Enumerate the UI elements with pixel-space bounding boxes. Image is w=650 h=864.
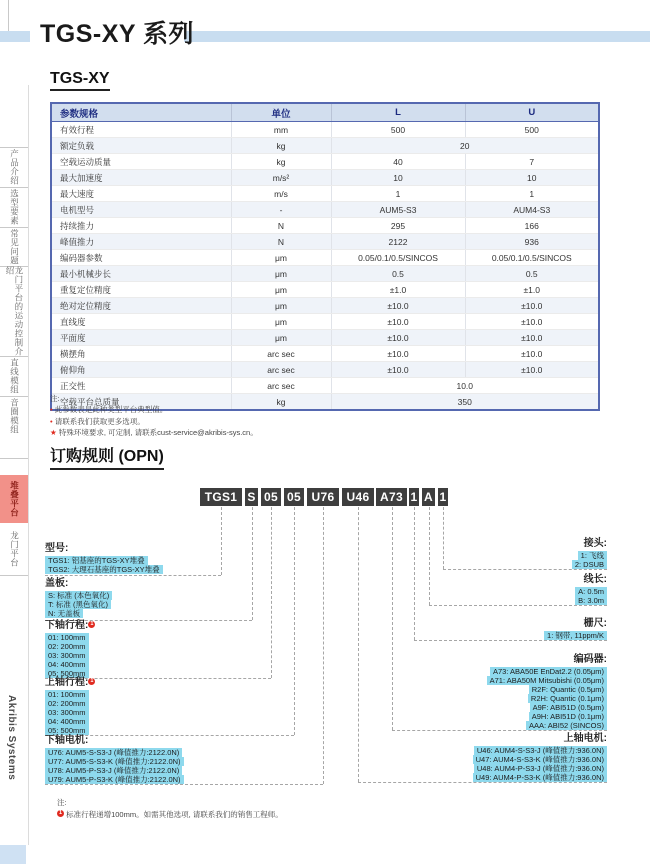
spec-unit-cell: μm	[231, 250, 331, 266]
spec-name-cell: 电机型号	[51, 202, 231, 218]
opn-connector-vline	[392, 507, 393, 730]
opn-group-right-4	[473, 733, 607, 782]
spec-u-cell: 0.05/0.1/0.5/SINCOS	[465, 250, 599, 266]
opn-option-item: 03: 300mm	[45, 651, 89, 660]
table-notes	[50, 393, 258, 438]
table-row	[51, 378, 599, 394]
opn-option-item: 05: 500mm	[45, 726, 89, 735]
spec-name-cell: 重复定位精度	[51, 282, 231, 298]
opn-option-item: 1: 钢带, 11ppm/K	[544, 631, 607, 640]
spec-table-body	[51, 122, 599, 411]
spec-u-cell: 0.5	[465, 266, 599, 282]
opn-option-item: U77: AUM5-S-S3-K (峰值推力:2122.0N)	[45, 757, 184, 766]
opn-code-segment-6: A73	[376, 488, 407, 506]
spec-unit-cell: m/s²	[231, 170, 331, 186]
spec-u-cell: 500	[465, 122, 599, 138]
spec-merged-cell: 350	[331, 394, 599, 411]
opn-option-item: A9H: ABI51D (0.1μm)	[529, 712, 607, 721]
opn-option-item: 05: 500mm	[45, 669, 89, 678]
spec-unit-cell: m/s	[231, 186, 331, 202]
opn-option-item: A73: ABA50E EnDat2.2 (0.05μm)	[490, 667, 607, 676]
opn-group-label-text: 栅尺:	[583, 618, 607, 629]
spec-name-cell: 额定负载	[51, 138, 231, 154]
table-row	[51, 362, 599, 378]
table-note-text: 请联系我们获取更多选项。	[54, 416, 145, 426]
model-subtitle: TGS-XY	[50, 70, 110, 91]
opn-group-label-text: 编码器:	[573, 654, 607, 665]
opn-group-left-2	[45, 620, 95, 678]
opn-group-left-3	[45, 677, 95, 735]
table-row	[51, 266, 599, 282]
opn-option-item: U78: AUM5-P-S3-J (峰值推力:2122.0N)	[45, 766, 182, 775]
table-note-line	[50, 404, 258, 415]
table-row	[51, 314, 599, 330]
table-note-text: 此参数表是此种类型平台典型值。	[54, 405, 168, 415]
sidebar-separator	[0, 458, 28, 459]
opn-option-item: 02: 200mm	[45, 642, 89, 651]
spec-u-cell: ±10.0	[465, 298, 599, 314]
spec-l-cell: 10	[331, 170, 465, 186]
spec-unit-cell: kg	[231, 154, 331, 170]
title-accent-bar-left	[0, 31, 30, 42]
footnote-marker-icon: 1	[58, 810, 63, 816]
bullet-icon: •	[50, 405, 53, 415]
spec-name-cell: 编码器参数	[51, 250, 231, 266]
bullet-icon: •	[50, 416, 53, 426]
spec-unit-cell: arc sec	[231, 378, 331, 394]
opn-connector-hline	[45, 575, 221, 576]
opn-code-segment-0: TGS1	[200, 488, 242, 506]
opn-option-item: 1: 飞线	[578, 551, 607, 560]
spec-l-cell: ±10.0	[331, 314, 465, 330]
spec-u-cell: ±10.0	[465, 346, 599, 362]
footnote-marker-icon: 1	[90, 678, 94, 684]
sidebar-item-1[interactable]: 选型要素	[9, 189, 20, 225]
star-icon: ★	[50, 427, 57, 437]
opn-connector-vline	[323, 507, 324, 784]
opn-footnote-text: 标准行程递增100mm。如需其他选项, 请联系我们的销售工程师。	[66, 810, 283, 819]
opn-option-item: U47: AUM4-S-S3-K (峰值推力:936.0N)	[473, 755, 607, 764]
spec-u-cell: ±10.0	[465, 362, 599, 378]
spec-name-cell: 俯仰角	[51, 362, 231, 378]
spec-name-cell: 直线度	[51, 314, 231, 330]
opn-connector-vline	[414, 507, 415, 640]
spec-unit-cell: μm	[231, 266, 331, 282]
table-note-line	[50, 416, 258, 427]
opn-connector-vline	[252, 507, 253, 620]
opn-section-title: 订购规则 (OPN)	[50, 443, 164, 470]
opn-option-item: AAA: ABI52 (SINCOS)	[526, 721, 607, 730]
table-row	[51, 218, 599, 234]
spec-name-cell: 绝对定位精度	[51, 298, 231, 314]
opn-option-item: U76: AUM5-S-S3-J (峰值推力:2122.0N)	[45, 748, 182, 757]
opn-group-label-text: 下轴行程:	[45, 620, 89, 631]
table-note-star-line	[50, 427, 258, 438]
opn-group-label-text: 线长:	[583, 574, 607, 585]
spec-l-cell: ±10.0	[331, 298, 465, 314]
spec-u-cell: 7	[465, 154, 599, 170]
spec-l-cell: ±10.0	[331, 330, 465, 346]
opn-connector-vline	[358, 507, 359, 782]
spec-l-cell: 1	[331, 186, 465, 202]
opn-option-item: 2: DSUB	[572, 560, 607, 569]
opn-option-item: B: 3.0m	[575, 596, 607, 605]
opn-option-item: 04: 400mm	[45, 717, 89, 726]
table-row	[51, 298, 599, 314]
opn-option-item: R2F: Quantic (0.5μm)	[529, 685, 607, 694]
spec-table-header-row	[51, 103, 599, 122]
opn-option-item: A9F: ABI51D (0.5μm)	[530, 703, 607, 712]
sidebar-item-0[interactable]: 产品介绍	[9, 149, 20, 185]
spec-unit-cell: -	[231, 202, 331, 218]
opn-connector-vline	[429, 507, 430, 605]
sidebar-divider	[28, 85, 29, 845]
opn-footnote-title: 注:	[57, 798, 67, 807]
opn-code-segment-8: A	[422, 488, 435, 506]
table-row	[51, 202, 599, 218]
spec-u-cell: 166	[465, 218, 599, 234]
spec-name-cell: 最大加速度	[51, 170, 231, 186]
opn-connector-vline	[443, 507, 444, 569]
spec-l-cell: 40	[331, 154, 465, 170]
table-row	[51, 250, 599, 266]
spec-merged-cell: 20	[331, 138, 599, 154]
opn-group-left-4	[45, 735, 184, 784]
opn-option-item: U46: AUM4-S-S3-J (峰值推力:936.0N)	[474, 746, 607, 755]
opn-group-right-0	[572, 538, 607, 569]
opn-connector-hline	[358, 782, 607, 783]
spec-table	[50, 102, 600, 411]
opn-group-label-text: 接头:	[583, 538, 607, 549]
corner-accent-block	[0, 845, 26, 864]
spec-name-cell: 空载运动质量	[51, 154, 231, 170]
opn-option-item: U79: AUM5-P-S3-K (峰值推力:2122.0N)	[45, 775, 184, 784]
spec-unit-cell: N	[231, 234, 331, 250]
opn-group-label	[45, 677, 95, 690]
spec-name-cell: 最大速度	[51, 186, 231, 202]
opn-connector-hline	[443, 569, 607, 570]
opn-option-item: U49: AUM4-P-S3-K (峰值推力:936.0N)	[473, 773, 607, 782]
opn-group-left-1	[45, 578, 112, 618]
opn-group-left-0	[45, 543, 163, 574]
spec-unit-cell: arc sec	[231, 346, 331, 362]
opn-code-segment-9: 1	[439, 490, 447, 504]
table-notes-title: 注:	[50, 394, 60, 403]
spec-u-cell: ±10.0	[465, 330, 599, 346]
spec-l-cell: 0.5	[331, 266, 465, 282]
spec-name-cell: 横摆角	[51, 346, 231, 362]
opn-group-label	[45, 620, 95, 633]
opn-code-segment-3: 05	[284, 488, 304, 506]
opn-group-label-text: 盖板:	[45, 578, 69, 589]
brand-vertical-text: Akribis Systems	[6, 695, 17, 781]
opn-group-right-2	[544, 618, 607, 640]
opn-option-item: 01: 100mm	[45, 633, 89, 642]
opn-group-label	[45, 578, 68, 591]
spec-unit-cell: mm	[231, 122, 331, 138]
col-header-l: L	[331, 103, 465, 122]
opn-connector-vline	[221, 507, 222, 575]
sidebar-separator	[0, 575, 28, 576]
opn-code-segment-4: U76	[307, 488, 339, 506]
opn-code-segment-2: 05	[261, 488, 281, 506]
opn-code-segment-1: S	[245, 488, 258, 506]
opn-code-segment-7: 1	[410, 490, 418, 504]
opn-group-label	[45, 543, 68, 556]
sidebar-item-7[interactable]: 龙门平台	[9, 531, 20, 567]
spec-l-cell: ±10.0	[331, 346, 465, 362]
col-header-unit: 单位	[231, 103, 331, 122]
opn-group-label	[584, 574, 607, 587]
table-row	[51, 282, 599, 298]
opn-connector-hline	[429, 605, 608, 606]
sidebar-item-5[interactable]: 音圈模组	[9, 398, 20, 434]
opn-group-label-text: 上轴行程:	[45, 677, 89, 688]
opn-connector-vline	[294, 507, 295, 735]
table-notes-bullets	[50, 404, 258, 427]
table-row	[51, 330, 599, 346]
spec-l-cell: 295	[331, 218, 465, 234]
table-row	[51, 154, 599, 170]
opn-option-item: TGS2: 大理石基座的TGS-XY堆叠	[45, 565, 163, 574]
spec-name-cell: 峰值推力	[51, 234, 231, 250]
opn-footnote	[57, 797, 283, 821]
opn-group-label-text: 型号:	[45, 543, 69, 554]
opn-connector-vline	[271, 507, 272, 678]
spec-u-cell: AUM4-S3	[465, 202, 599, 218]
opn-option-item: T: 标准 (黑色氧化)	[45, 600, 111, 609]
spec-l-cell: 0.05/0.1/0.5/SINCOS	[331, 250, 465, 266]
page-edge-line	[8, 0, 9, 31]
col-header-parameter: 参数规格	[51, 103, 231, 122]
opn-option-item: 02: 200mm	[45, 699, 89, 708]
spec-u-cell: ±1.0	[465, 282, 599, 298]
opn-option-item: S: 标准 (本色氧化)	[45, 591, 112, 600]
table-note-star-text: 特殊环境要求, 可定制, 请联系cust-service@akribis-sys.cn。	[58, 427, 258, 437]
opn-group-label-text: 下轴电机:	[45, 735, 89, 746]
spec-unit-cell: N	[231, 218, 331, 234]
opn-group-label	[584, 618, 607, 631]
table-row	[51, 234, 599, 250]
sidebar-item-6[interactable]: 堆叠平台	[0, 475, 28, 523]
spec-merged-cell: 10.0	[331, 378, 599, 394]
opn-group-label-text: 上轴电机:	[563, 733, 607, 744]
spec-name-cell: 正交性	[51, 378, 231, 394]
opn-connector-hline	[392, 730, 608, 731]
opn-connector-hline	[414, 640, 607, 641]
sidebar-item-3[interactable]: 龙门平台的运动控制介绍	[5, 266, 24, 356]
opn-option-item: 04: 400mm	[45, 660, 89, 669]
sidebar-item-2[interactable]: 常见问题	[9, 228, 20, 265]
spec-l-cell: ±1.0	[331, 282, 465, 298]
spec-unit-cell: μm	[231, 282, 331, 298]
opn-group-label	[45, 735, 88, 748]
spec-unit-cell: kg	[231, 138, 331, 154]
spec-name-cell: 平面度	[51, 330, 231, 346]
opn-option-item: 03: 300mm	[45, 708, 89, 717]
spec-u-cell: 10	[465, 170, 599, 186]
table-row	[51, 170, 599, 186]
opn-group-right-1	[575, 574, 607, 605]
spec-name-cell: 持续推力	[51, 218, 231, 234]
table-row	[51, 122, 599, 138]
col-header-u: U	[465, 103, 599, 122]
spec-l-cell: ±10.0	[331, 362, 465, 378]
spec-l-cell: 500	[331, 122, 465, 138]
opn-option-item: R2H: Quantic (0.1μm)	[528, 694, 607, 703]
sidebar-item-4[interactable]: 直线模组	[9, 358, 20, 394]
table-row	[51, 138, 599, 154]
opn-code-segment-5: U46	[342, 488, 374, 506]
opn-group-label	[584, 538, 607, 551]
opn-footnote-line	[57, 809, 283, 821]
opn-group-right-3	[487, 654, 607, 730]
opn-group-label	[574, 654, 607, 667]
spec-l-cell: AUM5-S3	[331, 202, 465, 218]
opn-option-item: U48: AUM4-P-S3-J (峰值推力:936.0N)	[474, 764, 607, 773]
title-accent-bar-right	[184, 31, 650, 42]
page-title: TGS-XY 系列	[40, 20, 195, 48]
opn-group-label	[564, 733, 607, 746]
spec-name-cell: 最小机械步长	[51, 266, 231, 282]
spec-u-cell: ±10.0	[465, 314, 599, 330]
opn-option-item: 01: 100mm	[45, 690, 89, 699]
table-row	[51, 346, 599, 362]
spec-unit-cell: μm	[231, 330, 331, 346]
spec-l-cell: 2122	[331, 234, 465, 250]
spec-unit-cell: arc sec	[231, 362, 331, 378]
spec-unit-cell: μm	[231, 298, 331, 314]
spec-name-cell: 有效行程	[51, 122, 231, 138]
footnote-marker-icon: 1	[90, 621, 94, 627]
spec-unit-cell: kg	[231, 394, 331, 411]
opn-option-item: A: 0.5m	[575, 587, 607, 596]
spec-unit-cell: μm	[231, 314, 331, 330]
opn-option-item: TGS1: 铝基座的TGS-XY堆叠	[45, 556, 148, 565]
spec-u-cell: 936	[465, 234, 599, 250]
opn-option-item: A71: ABA50M Mitsubishi (0.05μm)	[487, 676, 607, 685]
opn-option-item: N: 无盖板	[45, 609, 83, 618]
spec-name-cell: 空载平台总质量	[51, 394, 231, 411]
spec-u-cell: 1	[465, 186, 599, 202]
opn-connector-hline	[45, 784, 323, 785]
table-row	[51, 186, 599, 202]
